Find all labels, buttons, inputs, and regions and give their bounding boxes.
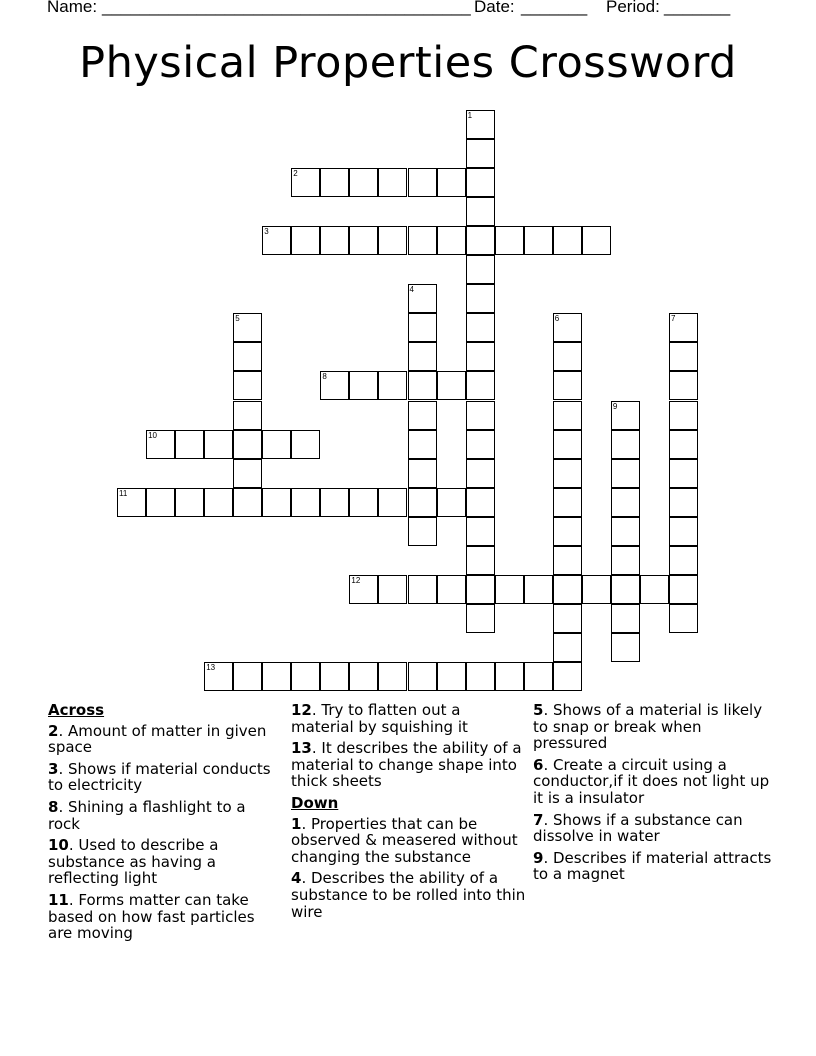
grid-cell[interactable]: [437, 371, 466, 400]
across-clue-11: 11. Forms matter can take based on how fast particles are moving: [48, 890, 255, 943]
grid-cell[interactable]: [611, 604, 640, 633]
grid-cell[interactable]: [349, 662, 378, 691]
grid-cell[interactable]: [611, 430, 640, 459]
grid-cell[interactable]: [408, 575, 437, 604]
grid-cell[interactable]: [669, 459, 698, 488]
grid-cell[interactable]: [553, 488, 582, 517]
grid-cell[interactable]: [378, 226, 407, 255]
grid-cell[interactable]: [466, 517, 495, 546]
grid-cell[interactable]: [204, 662, 233, 691]
grid-cell[interactable]: [437, 226, 466, 255]
clue-number: 1: [467, 111, 473, 120]
grid-cell[interactable]: [466, 110, 495, 139]
clues-column-3: [533, 702, 773, 888]
grid-cell[interactable]: [466, 197, 495, 226]
clue-number: 6: [554, 314, 560, 324]
grid-cell[interactable]: [349, 575, 378, 604]
grid-cell[interactable]: [669, 517, 698, 546]
grid-cell[interactable]: [495, 662, 524, 691]
grid-cell[interactable]: [408, 168, 437, 197]
grid-cell[interactable]: [553, 342, 582, 371]
grid-cell[interactable]: [640, 575, 669, 604]
down-clue-4: 4. Describes the ability of a substance to be rolled into thin wire: [291, 869, 526, 921]
grid-cell[interactable]: [408, 226, 437, 255]
grid-cell[interactable]: [349, 226, 378, 255]
grid-cell[interactable]: [204, 488, 233, 517]
grid-cell[interactable]: [495, 575, 524, 604]
grid-cell[interactable]: [233, 313, 262, 342]
grid-cell[interactable]: [378, 662, 407, 691]
down-clue-7: 7. Shows if a substance can dissolve in water: [533, 810, 743, 846]
grid-cell[interactable]: [262, 226, 291, 255]
grid-cell[interactable]: [233, 662, 262, 691]
grid-cell[interactable]: [553, 371, 582, 400]
grid-cell[interactable]: [233, 371, 262, 400]
grid-cell[interactable]: [408, 401, 437, 430]
grid-cell[interactable]: [408, 662, 437, 691]
grid-cell[interactable]: [669, 313, 698, 342]
grid-cell[interactable]: [233, 488, 262, 517]
grid-cell[interactable]: [553, 575, 582, 604]
grid-cell[interactable]: [437, 662, 466, 691]
grid-cell[interactable]: [175, 488, 204, 517]
grid-cell[interactable]: [408, 430, 437, 459]
grid-cell[interactable]: [669, 488, 698, 517]
grid-cell[interactable]: [669, 401, 698, 430]
grid-cell[interactable]: [611, 575, 640, 604]
down-clue-5: 5. Shows of a material is likely to snap or break when pressured: [533, 701, 763, 753]
grid-cell[interactable]: [582, 226, 611, 255]
clue-number: 13: [206, 663, 216, 672]
down-clue-6: 6. Create a circuit using a conductor,if it does not light up it is a insulator: [533, 755, 770, 807]
grid-cell[interactable]: [320, 226, 349, 255]
grid-cell[interactable]: [437, 488, 466, 517]
grid-cell[interactable]: [582, 575, 611, 604]
grid-cell[interactable]: [553, 517, 582, 546]
clue-number: 12: [351, 575, 361, 585]
grid-cell[interactable]: [408, 517, 437, 546]
grid-cell[interactable]: [553, 226, 582, 255]
clue-number: 11: [119, 488, 128, 498]
clue-number: 9: [612, 401, 618, 411]
grid-cell[interactable]: [669, 546, 698, 575]
grid-cell[interactable]: [669, 604, 698, 633]
grid-cell[interactable]: [553, 430, 582, 459]
grid-cell[interactable]: [466, 488, 495, 517]
across-clue-2: 2. Amount of matter in given space: [48, 721, 267, 757]
down-heading: Down: [291, 793, 339, 812]
grid-cell[interactable]: [262, 662, 291, 691]
grid-cell[interactable]: [320, 662, 349, 691]
grid-cell[interactable]: [146, 488, 175, 517]
grid-cell[interactable]: [378, 575, 407, 604]
grid-cell[interactable]: [466, 226, 495, 255]
grid-cell[interactable]: [408, 371, 437, 400]
grid-cell[interactable]: [553, 313, 582, 342]
grid-cell[interactable]: [408, 342, 437, 371]
period-label: Period:: [606, 0, 665, 16]
grid-cell[interactable]: [611, 401, 640, 430]
grid-cell[interactable]: [466, 430, 495, 459]
date-field[interactable]: _______: [521, 0, 588, 16]
period-field[interactable]: _______: [664, 0, 731, 16]
grid-cell[interactable]: [233, 430, 262, 459]
grid-cell[interactable]: [466, 604, 495, 633]
grid-cell[interactable]: [611, 546, 640, 575]
grid-cell[interactable]: [669, 342, 698, 371]
clue-number: 2: [293, 169, 298, 179]
grid-cell[interactable]: [233, 459, 262, 488]
grid-cell[interactable]: [466, 168, 495, 197]
grid-cell[interactable]: [553, 662, 582, 691]
grid-cell[interactable]: [175, 430, 204, 459]
grid-cell[interactable]: [378, 168, 407, 197]
grid-cell[interactable]: [320, 488, 349, 517]
grid-cell[interactable]: [233, 342, 262, 371]
grid-cell[interactable]: [466, 662, 495, 691]
grid-cell[interactable]: [524, 662, 553, 691]
grid-cell[interactable]: [466, 139, 495, 168]
grid-cell[interactable]: [553, 633, 582, 662]
grid-cell[interactable]: [349, 488, 378, 517]
grid-cell[interactable]: [291, 226, 320, 255]
grid-cell[interactable]: [466, 401, 495, 430]
date-label: Date:: [474, 0, 520, 16]
grid-cell[interactable]: [378, 371, 407, 400]
page-title: Physical Properties Crossword: [79, 38, 737, 88]
clue-number: 3: [264, 227, 269, 237]
grid-cell[interactable]: [466, 575, 495, 604]
grid-cell[interactable]: [408, 488, 437, 517]
clues-column-1: [48, 702, 278, 947]
across-heading: Across: [48, 701, 105, 719]
grid-cell[interactable]: [146, 430, 175, 459]
clue-number: 10: [148, 430, 157, 440]
grid-cell[interactable]: [611, 517, 640, 546]
name-label: Name:: [47, 0, 102, 16]
down-clue-9: 9. Describes if material attracts to a magnet: [533, 848, 772, 884]
grid-cell[interactable]: [262, 488, 291, 517]
grid-cell[interactable]: [553, 546, 582, 575]
grid-cell[interactable]: [553, 459, 582, 488]
grid-cell[interactable]: [466, 342, 495, 371]
grid-cell[interactable]: [291, 430, 320, 459]
grid-cell[interactable]: [669, 430, 698, 459]
clue-number: 7: [671, 314, 676, 324]
grid-cell[interactable]: [553, 401, 582, 430]
grid-cell[interactable]: [524, 575, 553, 604]
across-clue-13: 13. It describes the ability of a material to change shape into thick sheets: [291, 739, 522, 791]
grid-cell[interactable]: [669, 575, 698, 604]
clues-column-2: [291, 702, 527, 925]
across-clue-8: 8. Shining a flashlight to a rock: [48, 797, 246, 833]
grid-cell[interactable]: [349, 371, 378, 400]
grid-cell[interactable]: [408, 284, 437, 313]
clue-number: 8: [322, 372, 327, 382]
grid-cell[interactable]: [466, 284, 495, 313]
grid-cell[interactable]: [466, 371, 495, 400]
grid-cell[interactable]: [408, 459, 437, 488]
grid-cell[interactable]: [466, 459, 495, 488]
grid-cell[interactable]: [320, 371, 349, 400]
down-clue-1: 1. Properties that can be observed & measered without changing the substance: [291, 814, 518, 866]
grid-cell[interactable]: [611, 633, 640, 662]
clue-number: 4: [409, 285, 414, 295]
grid-cell[interactable]: [349, 168, 378, 197]
grid-cell[interactable]: [262, 430, 291, 459]
across-clue-10: 10. Used to describe a substance as having a reflecting light: [48, 836, 219, 888]
grid-cell[interactable]: [524, 226, 553, 255]
grid-cell[interactable]: [117, 488, 146, 517]
grid-cell[interactable]: [553, 604, 582, 633]
grid-cell[interactable]: [437, 575, 466, 604]
grid-cell[interactable]: [291, 488, 320, 517]
grid-cell[interactable]: [204, 430, 233, 459]
across-clue-3: 3. Shows if material conducts to electricity: [48, 759, 271, 795]
grid-cell[interactable]: [611, 488, 640, 517]
grid-cell[interactable]: [291, 168, 320, 197]
grid-cell[interactable]: [320, 168, 349, 197]
grid-cell[interactable]: [466, 255, 495, 284]
grid-cell[interactable]: [233, 401, 262, 430]
grid-cell[interactable]: [291, 662, 320, 691]
grid-cell[interactable]: [437, 168, 466, 197]
grid-cell[interactable]: [495, 226, 524, 255]
grid-cell[interactable]: [611, 459, 640, 488]
across-clue-12: 12. Try to flatten out a material by squishing it: [291, 701, 468, 736]
name-field[interactable]: _______________________________________: [102, 0, 471, 16]
grid-cell[interactable]: [669, 371, 698, 400]
clue-number: 5: [235, 314, 240, 324]
grid-cell[interactable]: [466, 546, 495, 575]
grid-cell[interactable]: [408, 313, 437, 342]
grid-cell[interactable]: [378, 488, 407, 517]
grid-cell[interactable]: [466, 313, 495, 342]
